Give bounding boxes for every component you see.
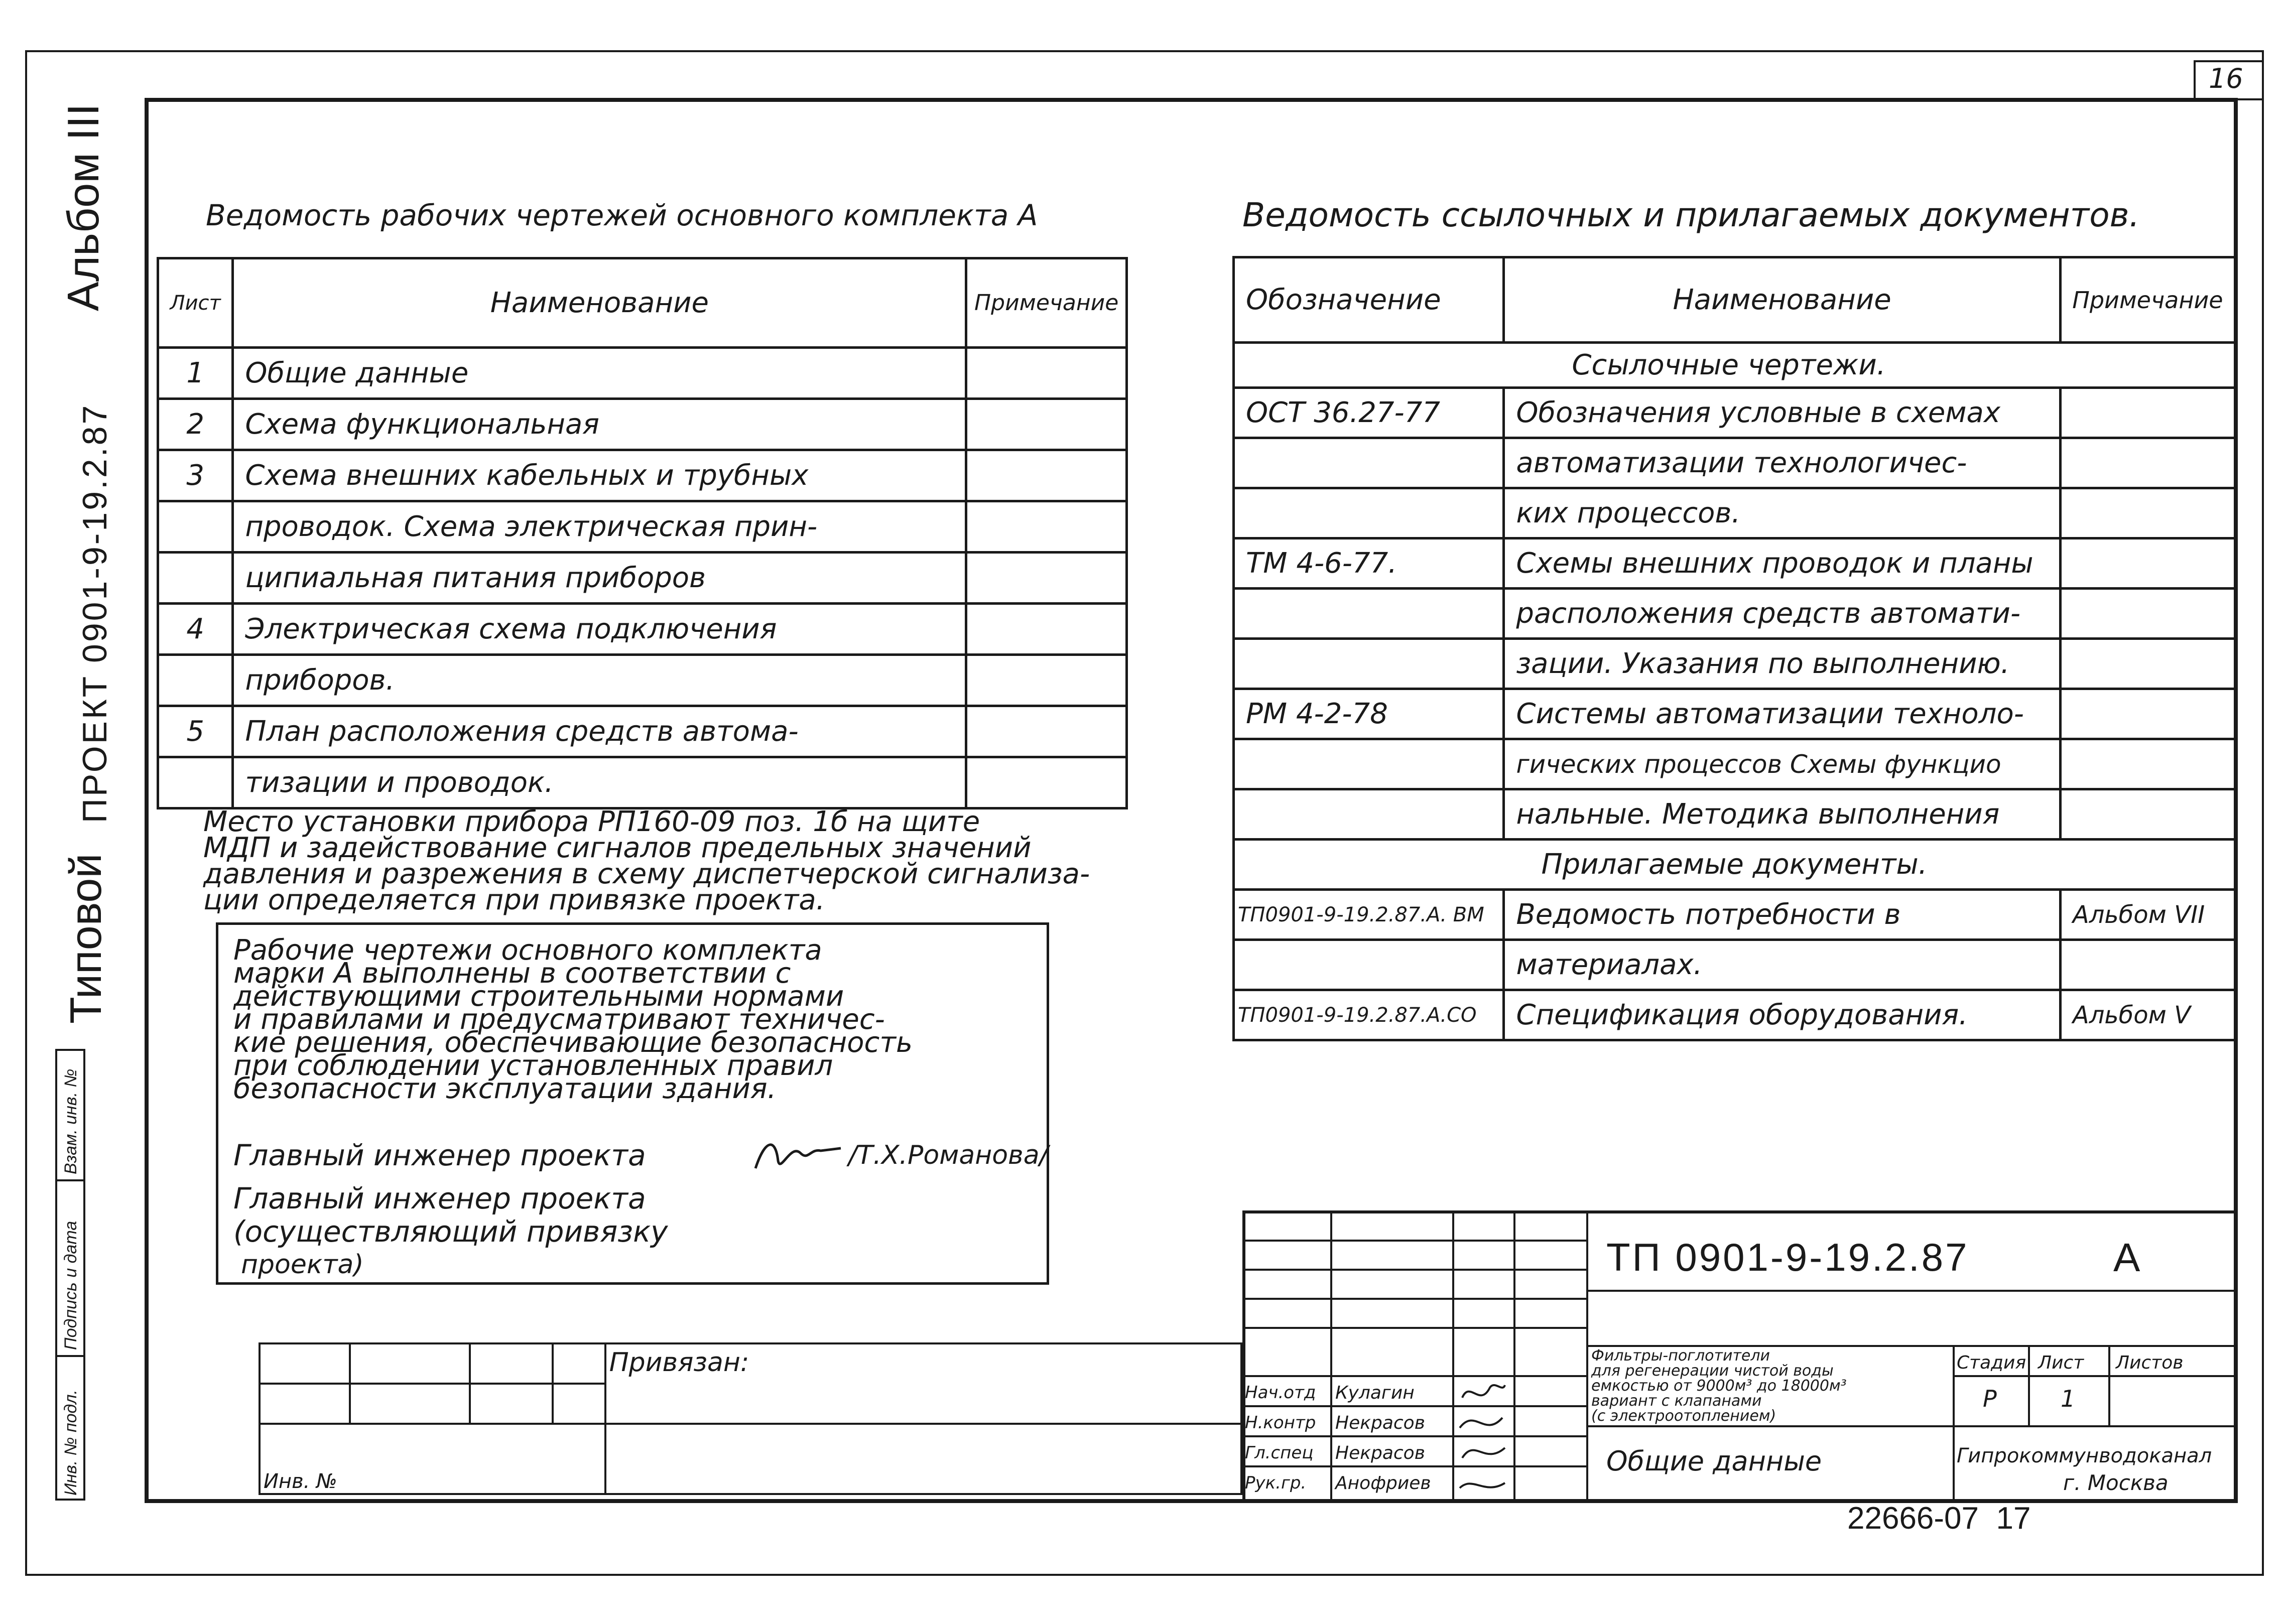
chief-engineer-signature	[750, 1133, 846, 1178]
organization-city: г. Москва	[2063, 1470, 2169, 1495]
tb-line	[1953, 1345, 1955, 1425]
album-label: Альбом III	[58, 103, 108, 311]
table-cell	[2060, 639, 2235, 689]
left-col-note: Примечание	[966, 258, 1127, 348]
left-col-name: Наименование	[233, 258, 966, 348]
staff-name: Некрасов	[1335, 1413, 1425, 1433]
location-note-line: МДП и задействование сигналов предельных значений	[203, 832, 1032, 864]
tb-line	[1953, 1375, 2238, 1377]
tb-line	[1586, 1290, 2238, 1292]
left-register-title: Ведомость рабочих чертежей основного комплекта А	[206, 198, 1038, 232]
table-cell: 2	[158, 399, 233, 450]
table-cell: Схема внешних кабельных и трубных	[233, 450, 966, 501]
staff-name: Анофриев	[1335, 1473, 1431, 1494]
typical-label: Типовой	[61, 853, 110, 1024]
table-cell	[966, 501, 1127, 553]
location-note-line: ции определяется при привязке проекта.	[203, 884, 825, 916]
table-cell: РМ 4-2-78	[1234, 689, 1504, 739]
table-cell	[966, 348, 1127, 399]
table-cell	[158, 501, 233, 553]
sheet-header: Лист	[2038, 1352, 2084, 1373]
tb-line	[1242, 1465, 1586, 1467]
table-cell	[966, 399, 1127, 450]
compliance-line: действующими строительными нормами	[233, 980, 844, 1013]
description-line: (с электроотоплением)	[1591, 1407, 1776, 1425]
right-col-note: Примечание	[2060, 257, 2235, 343]
stage-header: Стадия	[1957, 1352, 2026, 1373]
table-cell	[1234, 789, 1504, 840]
binding-engineer-line: Главный инженер проекта	[233, 1181, 646, 1215]
table-cell	[966, 604, 1127, 655]
table-cell	[2060, 438, 2235, 488]
stamp-cell-replace-inv: Взам. инв. №	[61, 1068, 80, 1174]
staff-signatures	[1455, 1378, 1512, 1501]
inv-cell	[260, 1424, 605, 1494]
left-col-sheet: Лист	[158, 258, 233, 348]
table-cell	[2060, 538, 2235, 589]
compliance-line: при соблюдении установленных правил	[233, 1049, 833, 1082]
table-cell	[2060, 739, 2235, 789]
table-cell	[470, 1343, 553, 1384]
table-cell	[1234, 940, 1504, 990]
table-cell: гических процессов Схемы функцио	[1504, 739, 2060, 789]
binding-engineer-line: (осуществляющий привязку	[233, 1214, 668, 1249]
table-cell: материалах.	[1504, 940, 2060, 990]
table-cell	[553, 1343, 605, 1384]
tb-line	[1953, 1425, 1955, 1503]
table-cell: Схемы внешних проводок и планы	[1504, 538, 2060, 589]
table-cell: нальные. Методика выполнения	[1504, 789, 2060, 840]
organization: Гипрокоммунводоканал	[1957, 1444, 2212, 1467]
table-cell: проводок. Схема электрическая прин-	[233, 501, 966, 553]
table-cell	[966, 757, 1127, 808]
table-cell: Альбом VII	[2060, 890, 2235, 940]
table-cell	[1234, 639, 1504, 689]
table-cell	[2060, 589, 2235, 639]
table-cell: автоматизации технологичес-	[1504, 438, 2060, 488]
staff-name: Кулагин	[1335, 1383, 1415, 1403]
table-cell: Общие данные	[233, 348, 966, 399]
table-cell	[966, 553, 1127, 604]
table-cell	[553, 1384, 605, 1424]
tb-line	[1242, 1375, 1586, 1377]
stage-value: Р	[1983, 1385, 1997, 1412]
table-cell: ОСТ 36.27-77	[1234, 388, 1504, 438]
table-cell	[966, 706, 1127, 757]
compliance-line: кие решения, обеспечивающие безопасность	[233, 1026, 913, 1059]
sheet-mark: А	[2113, 1235, 2140, 1280]
compliance-line: марки А выполнены в соответствии с	[233, 957, 791, 990]
tb-line	[1242, 1405, 1586, 1407]
inv-label: Инв. №	[264, 1470, 337, 1493]
table-cell: ТП0901-9-19.2.87.А.СО	[1234, 990, 1504, 1040]
tb-line	[1513, 1210, 1515, 1503]
location-note-line: давления и разрежения в схему диспетчерской сигнализа-	[203, 858, 1090, 890]
staff-name: Некрасов	[1335, 1443, 1425, 1463]
location-note-line: Место установки прибора РП160-09 поз. 1б на щите	[203, 805, 980, 838]
table-cell	[350, 1343, 470, 1384]
staff-role: Гл.спец	[1245, 1443, 1314, 1463]
table-cell: зации. Указания по выполнению.	[1504, 639, 2060, 689]
table-cell: ких процессов.	[1504, 488, 2060, 538]
table-cell	[605, 1424, 1241, 1494]
table-cell	[260, 1343, 350, 1384]
stamp-divider	[55, 1355, 85, 1357]
table-cell	[2060, 789, 2235, 840]
table-cell	[2060, 488, 2235, 538]
table-cell: План расположения средств автома-	[233, 706, 966, 757]
right-register-table	[1232, 256, 2236, 1041]
tb-line	[2028, 1345, 2030, 1425]
table-cell	[350, 1384, 470, 1424]
description-line: вариант с клапанами	[1591, 1392, 1762, 1410]
table-cell: ципиальная питания приборов	[233, 553, 966, 604]
table-cell: Системы автоматизации техноло-	[1504, 689, 2060, 739]
description-line: емкостью от 9000м³ до 18000м³	[1591, 1377, 1847, 1395]
description-line: для регенерации чистой воды	[1591, 1362, 1834, 1380]
table-cell: ТП0901-9-19.2.87.А. ВМ	[1234, 890, 1504, 940]
table-cell: расположения средств автомати-	[1504, 589, 2060, 639]
table-cell: 4	[158, 604, 233, 655]
chief-engineer-label: Главный инженер проекта	[233, 1138, 646, 1172]
table-cell	[2060, 940, 2235, 990]
tb-line	[1242, 1435, 1586, 1437]
tb-line	[1586, 1425, 2238, 1427]
staff-role: Рук.гр.	[1245, 1473, 1307, 1493]
table-cell: Спецификация оборудования.	[1504, 990, 2060, 1040]
left-register-table	[157, 257, 1128, 809]
designation: ТП 0901-9-19.2.87	[1606, 1235, 1969, 1279]
binding-engineer-line: проекта)	[241, 1250, 364, 1280]
right-col-name: Наименование	[1504, 257, 2060, 343]
section-referenced: Ссылочные чертежи.	[1234, 343, 2235, 388]
stamp-cell-inv-original: Инв. № подл.	[61, 1390, 80, 1496]
table-cell: тизации и проводок.	[233, 757, 966, 808]
bound-label: Привязан:	[609, 1347, 749, 1378]
table-cell	[2060, 388, 2235, 438]
table-cell: приборов.	[233, 655, 966, 706]
table-cell: Ведомость потребности в	[1504, 890, 2060, 940]
sheet-title: Общие данные	[1606, 1445, 1822, 1477]
table-cell	[2060, 689, 2235, 739]
tb-line	[1452, 1210, 1454, 1503]
tb-line	[1586, 1210, 1588, 1503]
staff-role: Н.контр	[1245, 1413, 1316, 1433]
table-cell	[966, 450, 1127, 501]
table-cell: Обозначения условные в схемах	[1504, 388, 2060, 438]
right-col-code: Обозначение	[1234, 257, 1504, 343]
binding-strip	[259, 1342, 1242, 1495]
table-cell	[1234, 739, 1504, 789]
table-cell: Схема функциональная	[233, 399, 966, 450]
compliance-line: и правилами и предусматривают техничес-	[233, 1003, 885, 1036]
table-cell: ТМ 4-6-77.	[1234, 538, 1504, 589]
tb-line	[2108, 1345, 2110, 1425]
description-line: Фильтры-поглотители	[1591, 1347, 1770, 1365]
tb-line	[1242, 1327, 1586, 1329]
right-register-title: Ведомость ссылочных и прилагаемых документов.	[1242, 196, 2140, 234]
tb-line	[1330, 1210, 1332, 1503]
table-cell	[1234, 589, 1504, 639]
bound-to-cell	[605, 1343, 1241, 1424]
table-cell	[158, 757, 233, 808]
table-cell	[158, 655, 233, 706]
chief-engineer-name: /Т.Х.Романова/	[848, 1140, 1049, 1170]
tb-line	[1242, 1240, 1586, 1242]
project-label: ПРОЕКТ 0901-9-19.2.87	[76, 403, 114, 823]
table-cell	[158, 553, 233, 604]
section-attached: Прилагаемые документы.	[1234, 840, 2235, 890]
table-cell	[260, 1384, 350, 1424]
table-cell	[470, 1384, 553, 1424]
table-cell: 5	[158, 706, 233, 757]
table-cell: Электрическая схема подключения	[233, 604, 966, 655]
stamp-cell-signature: Подпись и дата	[61, 1221, 80, 1350]
stamp-divider	[55, 1179, 85, 1181]
sheets-header: Листов	[2116, 1352, 2184, 1373]
footer-code: 22666-07 17	[1847, 1501, 2031, 1536]
tb-line	[1242, 1298, 1586, 1300]
table-cell	[1234, 438, 1504, 488]
table-cell	[1234, 488, 1504, 538]
table-cell: Альбом V	[2060, 990, 2235, 1040]
table-cell: 1	[158, 348, 233, 399]
table-cell	[966, 655, 1127, 706]
table-cell: 3	[158, 450, 233, 501]
sheet-value: 1	[2061, 1385, 2076, 1412]
compliance-line: Рабочие чертежи основного комплекта	[233, 934, 822, 967]
compliance-line: безопасности эксплуатации здания.	[233, 1072, 777, 1105]
tb-line	[1242, 1269, 1586, 1271]
sheet-corner-number: 16	[2209, 63, 2243, 94]
staff-role: Нач.отд	[1245, 1383, 1316, 1403]
